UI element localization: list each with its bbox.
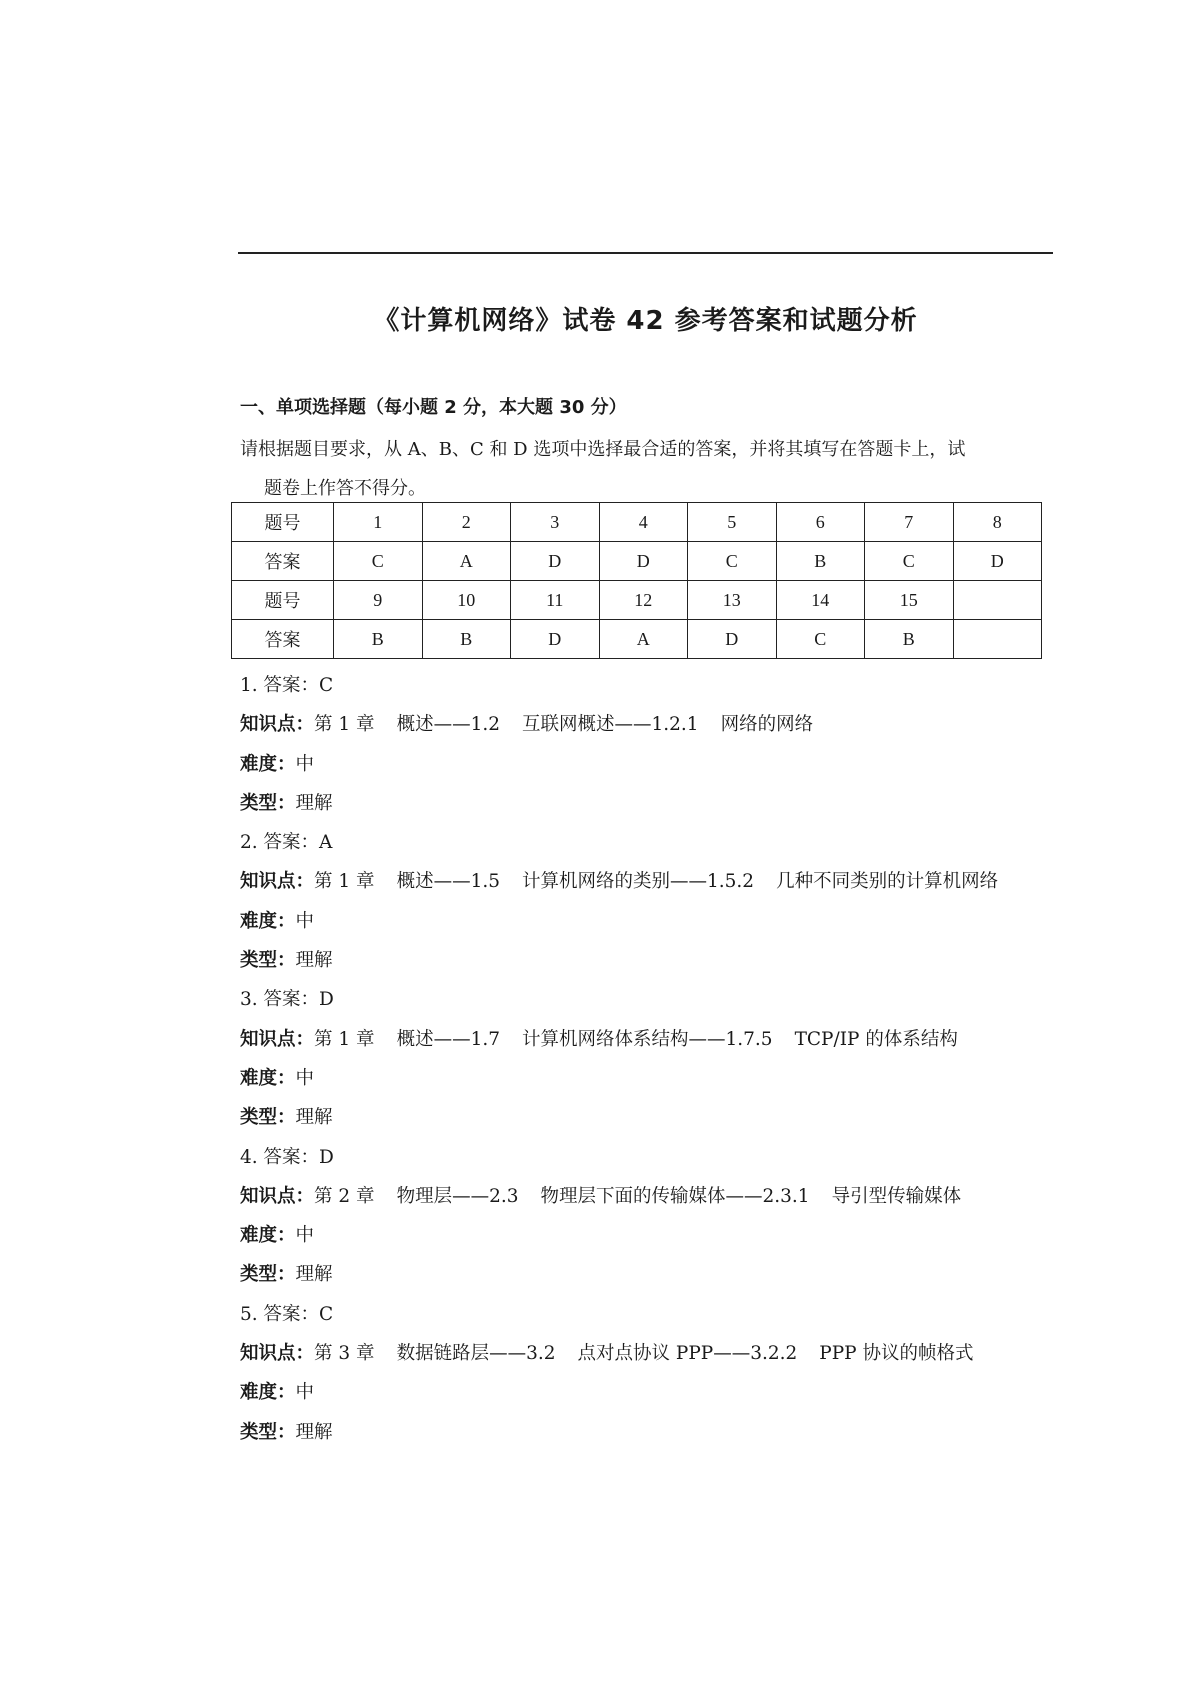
table-cell: 10 — [422, 581, 511, 620]
difficulty-label: 难度： — [240, 1382, 296, 1404]
type-label: 类型： — [240, 1107, 296, 1129]
answer-analysis-list — [240, 666, 1070, 1452]
table-cell: 7 — [865, 503, 954, 542]
table-cell: 14 — [776, 581, 865, 620]
type-value: 理解 — [295, 1107, 333, 1129]
table-cell — [953, 581, 1042, 620]
table-cell — [953, 620, 1042, 659]
difficulty-value: 中 — [295, 1067, 315, 1089]
section-heading: 一、单项选择题（每小题 2 分，本大题 30 分） — [240, 397, 627, 418]
detail: 导引型传输媒体 — [831, 1185, 962, 1207]
table-cell: 2 — [422, 503, 511, 542]
difficulty-value: 中 — [295, 1225, 315, 1247]
row-header: 题号 — [232, 581, 334, 620]
table-cell: 13 — [688, 581, 777, 620]
table-cell: A — [599, 620, 688, 659]
table-row — [232, 503, 1042, 542]
difficulty-value: 中 — [295, 753, 315, 775]
type-value: 理解 — [295, 1421, 333, 1443]
table-cell: 1 — [334, 503, 423, 542]
row-header: 答案 — [232, 620, 334, 659]
knowledge-label: 知识点： — [240, 871, 315, 893]
section-ref: 计算机网络的类别——1.5.2 — [521, 871, 755, 893]
detail: 网络的网络 — [720, 714, 814, 736]
table-cell: A — [422, 542, 511, 581]
detail: PPP 协议的帧格式 — [819, 1343, 974, 1365]
table-cell: D — [688, 620, 777, 659]
chapter: 第 2 章 — [314, 1185, 375, 1207]
type-label: 类型： — [240, 1264, 296, 1286]
knowledge-line — [240, 1334, 1070, 1373]
table-row — [232, 581, 1042, 620]
difficulty-line — [240, 1373, 1070, 1412]
chapter: 第 3 章 — [314, 1343, 375, 1365]
table-cell: D — [953, 542, 1042, 581]
instruction-line-1: 请根据题目要求，从 A、B、C 和 D 选项中选择最合适的答案，并将其填写在答题卡上，试 — [240, 439, 966, 460]
topic: 概述——1.5 — [396, 871, 500, 893]
difficulty-label: 难度： — [240, 910, 296, 932]
table-cell: 12 — [599, 581, 688, 620]
difficulty-value: 中 — [295, 1382, 315, 1404]
topic: 数据链路层——3.2 — [396, 1343, 556, 1365]
answer-line: 2. 答案：A — [240, 832, 333, 854]
type-line — [240, 1413, 1070, 1452]
type-line — [240, 941, 1070, 980]
knowledge-line — [240, 862, 1070, 901]
table-cell: B — [422, 620, 511, 659]
detail: 几种不同类别的计算机网络 — [776, 871, 999, 893]
answer-line: 1. 答案：C — [240, 675, 334, 696]
answer-table — [231, 502, 1042, 659]
knowledge-line — [240, 1177, 1070, 1216]
type-label: 类型： — [240, 1421, 296, 1443]
knowledge-label: 知识点： — [240, 1343, 315, 1365]
knowledge-label: 知识点： — [240, 1028, 315, 1050]
type-value: 理解 — [295, 792, 333, 814]
table-cell: 15 — [865, 581, 954, 620]
table-cell: C — [334, 542, 423, 581]
answer-line: 4. 答案：D — [240, 1146, 334, 1168]
knowledge-line — [240, 705, 1070, 744]
table-row — [232, 542, 1042, 581]
table-cell: C — [776, 620, 865, 659]
table-row — [232, 620, 1042, 659]
header-rule — [238, 252, 1053, 254]
difficulty-label: 难度： — [240, 1225, 296, 1247]
type-value: 理解 — [295, 950, 333, 972]
topic: 概述——1.2 — [396, 714, 500, 736]
table-cell: B — [776, 542, 865, 581]
difficulty-line — [240, 1059, 1070, 1098]
table-cell: 4 — [599, 503, 688, 542]
page-title: 《计算机网络》试卷 42 参考答案和试题分析 — [373, 306, 918, 336]
table-cell: 9 — [334, 581, 423, 620]
table-cell: B — [334, 620, 423, 659]
table-cell: D — [511, 542, 600, 581]
chapter: 第 1 章 — [314, 1028, 375, 1050]
section-ref: 计算机网络体系结构——1.7.5 — [521, 1028, 773, 1050]
table-cell: 11 — [511, 581, 600, 620]
section-ref: 互联网概述——1.2.1 — [521, 714, 699, 736]
answer-line: 5. 答案：C — [240, 1303, 334, 1325]
detail: TCP/IP 的体系结构 — [794, 1028, 958, 1050]
section-ref: 物理层下面的传输媒体——2.3.1 — [540, 1185, 810, 1207]
type-line — [240, 1255, 1070, 1294]
difficulty-line — [240, 1216, 1070, 1255]
knowledge-label: 知识点： — [240, 714, 315, 736]
section-ref: 点对点协议 PPP——3.2.2 — [577, 1343, 798, 1365]
chapter: 第 1 章 — [314, 714, 375, 736]
type-line — [240, 1098, 1070, 1137]
table-cell: C — [688, 542, 777, 581]
type-label: 类型： — [240, 792, 296, 814]
row-header: 答案 — [232, 542, 334, 581]
topic: 物理层——2.3 — [396, 1185, 519, 1207]
table-cell: 8 — [953, 503, 1042, 542]
answer-line: 3. 答案：D — [240, 989, 334, 1011]
difficulty-label: 难度： — [240, 1067, 296, 1089]
table-cell: C — [865, 542, 954, 581]
difficulty-label: 难度： — [240, 753, 296, 775]
row-header: 题号 — [232, 503, 334, 542]
type-value: 理解 — [295, 1264, 333, 1286]
knowledge-label: 知识点： — [240, 1185, 315, 1207]
section-instruction — [240, 430, 1055, 508]
table-cell: D — [511, 620, 600, 659]
table-cell: D — [599, 542, 688, 581]
chapter: 第 1 章 — [314, 871, 375, 893]
knowledge-line — [240, 1020, 1070, 1059]
table-cell: B — [865, 620, 954, 659]
difficulty-value: 中 — [295, 910, 315, 932]
table-cell: 3 — [511, 503, 600, 542]
topic: 概述——1.7 — [396, 1028, 500, 1050]
type-label: 类型： — [240, 950, 296, 972]
type-line — [240, 784, 1070, 823]
instruction-line-2: 题卷上作答不得分。 — [264, 478, 426, 499]
difficulty-line — [240, 745, 1070, 784]
difficulty-line — [240, 902, 1070, 941]
table-cell: 6 — [776, 503, 865, 542]
table-cell: 5 — [688, 503, 777, 542]
